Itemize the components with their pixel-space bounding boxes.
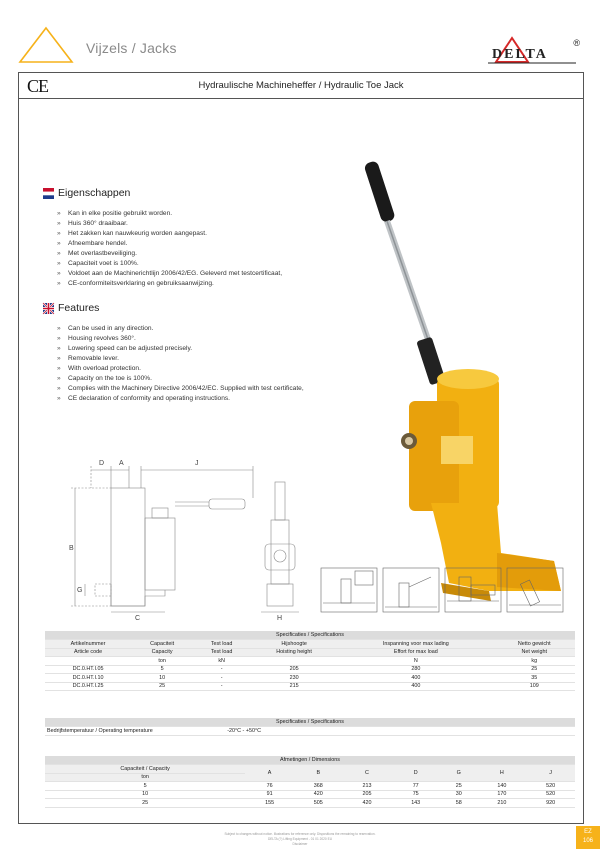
spec-header-en-cell: Capacity: [131, 648, 193, 657]
english-feature-item: » Complies with the Machinery Directive 2006/42/EC. Supplied with test certificate,: [57, 384, 304, 394]
dutch-feature-item: » Het zakken kan nauwkeurig worden aangepast.: [57, 229, 282, 239]
spec-header-nl: [45, 640, 575, 649]
spec-data-row-cell: 400: [338, 674, 493, 683]
dim-data-cell: 77: [391, 782, 440, 791]
spec-data-row-cell: 400: [338, 682, 493, 691]
dutch-feature-item: » Met overlastbeveiliging.: [57, 249, 282, 259]
dim-data-cell: 520: [526, 782, 575, 791]
spec-header-nl-cell: Capaciteit: [131, 640, 193, 649]
spec-data-row-cell: 280: [338, 665, 493, 674]
dim-data-cell: 420: [343, 799, 392, 808]
dutch-feature-item: » Kan in elke positie gebruikt worden.: [57, 209, 282, 219]
spec-header-en-cell: Effort for max load: [338, 648, 493, 657]
dim-label-c: C: [135, 615, 141, 622]
logo-text: DELTA: [492, 47, 548, 62]
english-feature-item: » Lowering speed can be adjusted precisely.: [57, 344, 304, 354]
dim-data-row: [45, 790, 575, 799]
spec-units-row-cell: [45, 657, 131, 666]
dutch-feature-item: » Huis 360° draaibaar.: [57, 219, 282, 229]
english-feature-item: » Housing revolves 360°.: [57, 334, 304, 344]
dimensions-table: [45, 756, 575, 808]
dutch-feature-item: » Afneembare hendel.: [57, 239, 282, 249]
spec-data-row-cell: 109: [494, 682, 576, 691]
english-feature-item: » Removable lever.: [57, 354, 304, 364]
dim-data-cell: 205: [343, 790, 392, 799]
english-feature-item: » Can be used in any direction.: [57, 324, 304, 334]
spec-data-row-cell: 10: [131, 674, 193, 683]
english-feature-item: » CE declaration of conformity and operating instructions.: [57, 394, 304, 404]
spec-header-en-cell: Article code: [45, 648, 131, 657]
dutch-flag-icon: [43, 188, 54, 199]
spec-data-row-cell: DC.0.HT.I.10: [45, 674, 131, 683]
dim-label-b: B: [69, 545, 74, 552]
dutch-section-heading: [43, 187, 130, 199]
dim-label-g: G: [77, 587, 83, 594]
dim-data-cell: 210: [478, 799, 527, 808]
spec-units-row-cell: [250, 657, 338, 666]
footer-line-2: DELTA (?) Lifting Equipment - 01 01 2020 EU: [267, 837, 333, 841]
spec-data-row-cell: -: [193, 674, 250, 683]
spec-header-nl-cell: Netto gewicht: [494, 640, 576, 649]
section-title: Vijzels / Jacks: [86, 40, 177, 56]
dim-data-cell: 520: [526, 790, 575, 799]
warning-triangle-icon: [18, 26, 74, 64]
page-tab-code: EZ: [584, 829, 592, 835]
spec-data-row-cell: DC.0.HT.I.05: [45, 665, 131, 674]
spec-data-row: [45, 682, 575, 691]
dim-label-h: H: [277, 615, 283, 622]
specifications-table: [45, 631, 575, 691]
usage-illustrations: [319, 567, 569, 613]
dim-data-cell: 213: [343, 782, 392, 791]
dutch-feature-item: » Capaciteit voet is 100%.: [57, 259, 282, 269]
dim-caption: Afmetingen / Dimensions: [45, 756, 575, 765]
dimension-drawing: [49, 458, 319, 622]
dim-header-row: [45, 765, 575, 774]
dim-data-cell: 30: [440, 790, 477, 799]
spec-units-row-cell: kN: [193, 657, 250, 666]
spec-data-row-cell: 5: [131, 665, 193, 674]
dutch-feature-item: » CE-conformiteitsverklaring en gebruiksaanwijzing.: [57, 279, 282, 289]
dim-column-header: J: [526, 765, 575, 782]
footer-line-3: Disclaimer: [292, 842, 308, 846]
dim-column-header: C: [343, 765, 392, 782]
spec-units-row-cell: kg: [494, 657, 576, 666]
dim-label-d: D: [99, 460, 105, 467]
title-bar: [19, 73, 583, 99]
spec-data-row-cell: -: [193, 682, 250, 691]
spec-header-en-cell: Net weight: [494, 648, 576, 657]
spec-data-row-cell: 25: [494, 665, 576, 674]
dim-capacity-unit: ton: [45, 773, 245, 782]
dim-column-header: D: [391, 765, 440, 782]
spec-header-en-cell: Test load: [193, 648, 250, 657]
dim-label-j: J: [195, 460, 199, 467]
english-feature-item: » With overload protection.: [57, 364, 304, 374]
spec-data-row-cell: 205: [250, 665, 338, 674]
spec-header-nl-cell: Test load: [193, 640, 250, 649]
document-title: Hydraulische Machineheffer / Hydraulic Toe Jack: [198, 80, 404, 91]
dim-data-cell: 25: [45, 799, 245, 808]
dutch-heading: Eigenschappen: [58, 187, 131, 199]
spec-units-row-cell: ton: [131, 657, 193, 666]
dim-data-cell: 140: [478, 782, 527, 791]
dim-column-header: G: [440, 765, 477, 782]
page-number-tab: [576, 826, 600, 849]
page-number: 106: [582, 838, 593, 844]
spec-data-row: [45, 665, 575, 674]
spec-header-nl-cell: Artikelnummer: [45, 640, 131, 649]
spec-data-row-cell: -: [193, 665, 250, 674]
dim-data-cell: 170: [478, 790, 527, 799]
registered-mark: ®: [573, 38, 580, 48]
spec-header-en-cell: Hoisting height: [250, 648, 338, 657]
dim-capacity-label: Capaciteit / Capacity: [45, 765, 245, 774]
spec-data-row-cell: 230: [250, 674, 338, 683]
spec-units-row-cell: N: [338, 657, 493, 666]
dim-data-cell: 143: [391, 799, 440, 808]
dim-data-cell: 75: [391, 790, 440, 799]
toe-jack-photo: [379, 113, 579, 613]
spec-data-row-cell: 25: [131, 682, 193, 691]
dim-data-cell: 76: [245, 782, 294, 791]
temp-value: -20°C - +50°C: [225, 727, 575, 736]
dim-data-cell: 368: [294, 782, 343, 791]
dim-data-cell: 58: [440, 799, 477, 808]
dim-data-row: [45, 799, 575, 808]
dim-column-header: A: [245, 765, 294, 782]
dim-data-cell: 10: [45, 790, 245, 799]
dim-data-cell: 505: [294, 799, 343, 808]
english-heading: Features: [58, 302, 100, 314]
footer-disclaimer: [150, 832, 450, 847]
spec-data-row-cell: DC.0.HT.I.25: [45, 682, 131, 691]
dim-data-cell: 5: [45, 782, 245, 791]
dutch-feature-list: [57, 209, 282, 289]
spec-header-en: [45, 648, 575, 657]
spec-data-row-cell: 35: [494, 674, 576, 683]
dim-column-header: B: [294, 765, 343, 782]
dim-column-header: H: [478, 765, 527, 782]
spec-header-nl-cell: Hijshoogte: [250, 640, 338, 649]
spec-header-nl-cell: Inspanning voor max lading: [338, 640, 493, 649]
page-header: [0, 0, 600, 72]
ce-mark: CE: [27, 76, 49, 96]
dim-data-row: [45, 782, 575, 791]
delta-logo: [484, 36, 584, 66]
product-sheet: [18, 72, 584, 824]
english-section-heading: [43, 302, 99, 314]
spec-data-row-cell: 215: [250, 682, 338, 691]
dim-data-cell: 420: [294, 790, 343, 799]
spec-caption: Specificaties / Specifications: [45, 631, 575, 640]
dim-data-cell: 91: [245, 790, 294, 799]
temp-label: Bedrijfstemperatuur / Operating temperature: [45, 727, 225, 736]
spec-data-row: [45, 674, 575, 683]
dim-data-cell: 920: [526, 799, 575, 808]
dim-label-a: A: [119, 460, 124, 467]
footer-line-1: Subject to changes without notice. Illustrations for reference only. Dispositions the remaining to reservation.: [224, 832, 376, 836]
temperature-table: [45, 718, 575, 736]
spec-units-row: [45, 657, 575, 666]
uk-flag-icon: [43, 303, 54, 314]
temp-caption: Specificaties / Specifications: [45, 718, 575, 727]
dim-data-cell: 155: [245, 799, 294, 808]
dutch-feature-item: » Voldoet aan de Machinerichtlijn 2006/42/EG. Geleverd met testcertificaat,: [57, 269, 282, 279]
english-feature-list: [57, 324, 304, 404]
dim-data-cell: 25: [440, 782, 477, 791]
english-feature-item: » Capacity on the toe is 100%.: [57, 374, 304, 384]
